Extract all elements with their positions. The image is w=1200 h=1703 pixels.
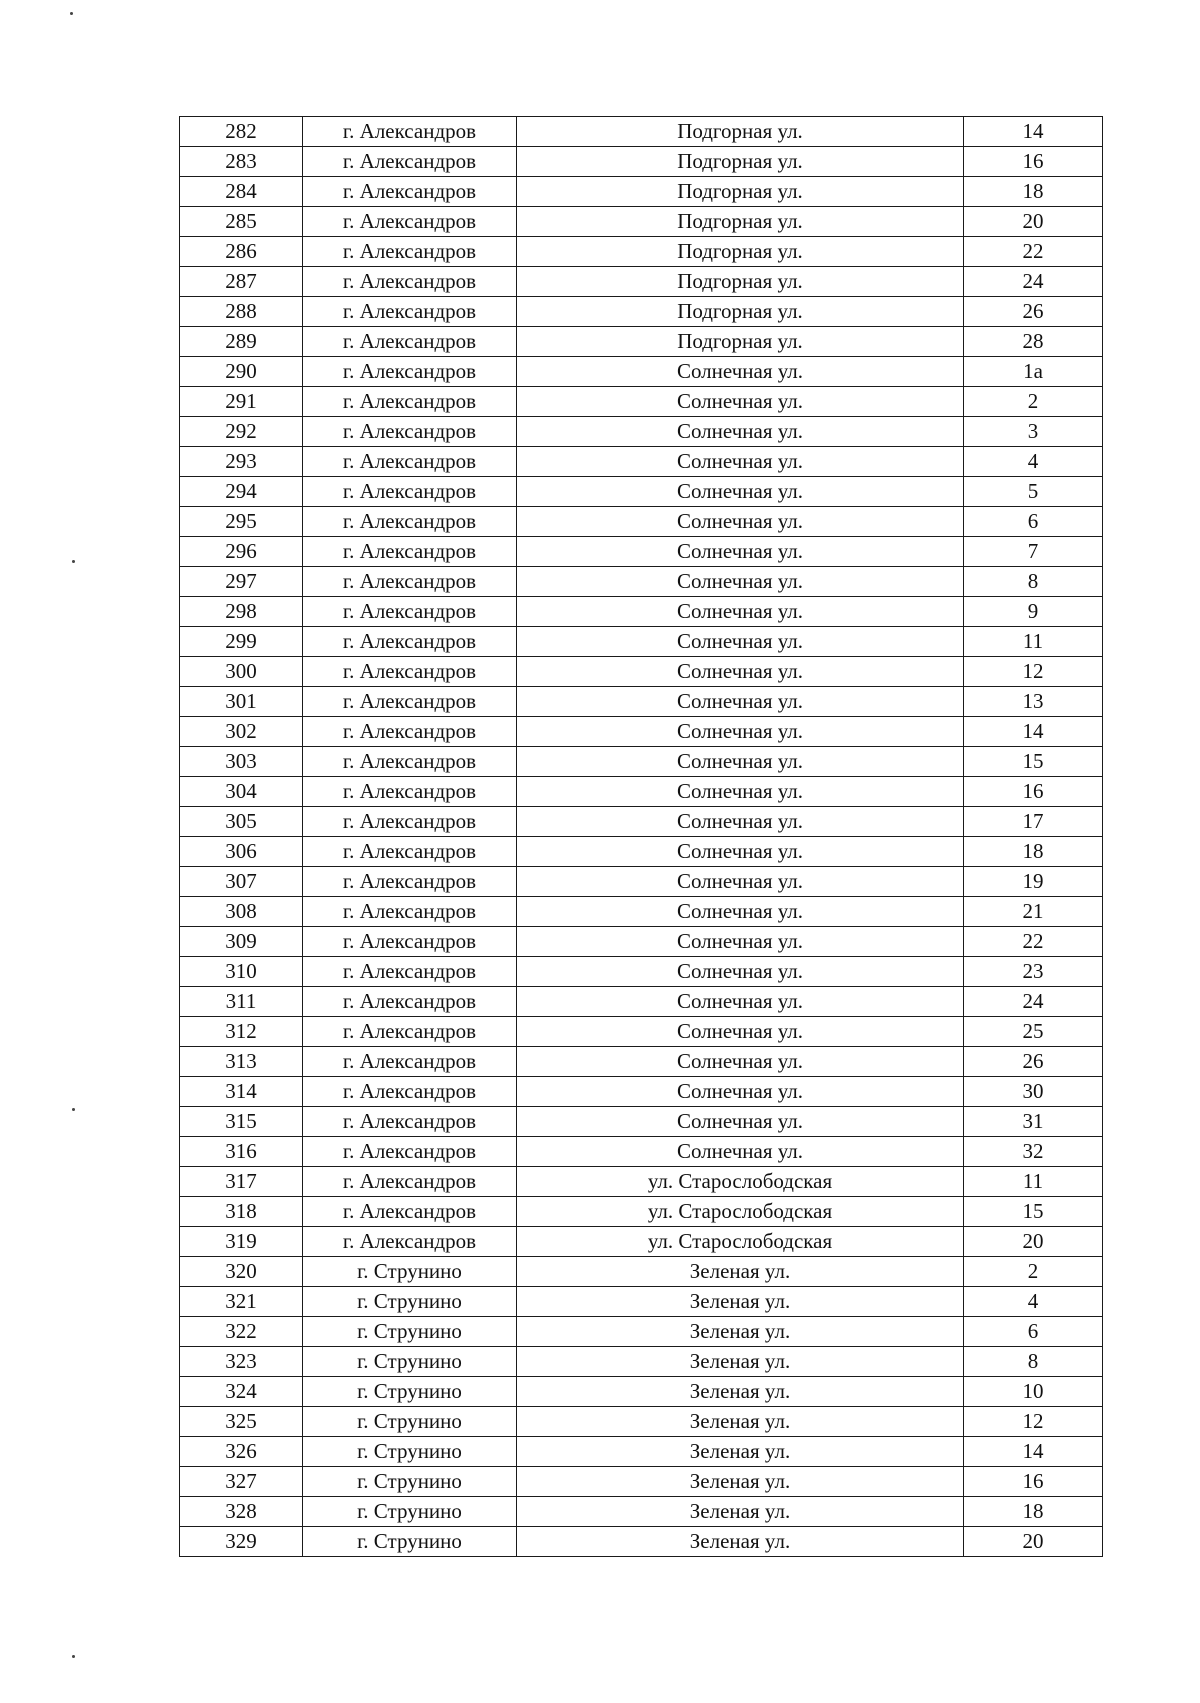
street-cell: Солнечная ул. [517, 657, 964, 687]
street-cell: Солнечная ул. [517, 747, 964, 777]
street-cell: Солнечная ул. [517, 507, 964, 537]
house-number-cell: 6 [964, 507, 1103, 537]
row-number-cell: 327 [180, 1467, 303, 1497]
house-number-cell: 5 [964, 477, 1103, 507]
city-cell: г. Александров [303, 807, 517, 837]
address-table-body [180, 117, 1103, 1557]
row-number-cell: 312 [180, 1017, 303, 1047]
row-number-cell: 318 [180, 1197, 303, 1227]
house-number-cell: 16 [964, 1467, 1103, 1497]
row-number-cell: 309 [180, 927, 303, 957]
street-cell: Солнечная ул. [517, 807, 964, 837]
city-cell: г. Александров [303, 1107, 517, 1137]
house-number-cell: 22 [964, 927, 1103, 957]
street-cell: Подгорная ул. [517, 267, 964, 297]
table-row [180, 1077, 1103, 1107]
table-row [180, 237, 1103, 267]
street-cell: Зеленая ул. [517, 1257, 964, 1287]
city-cell: г. Александров [303, 1047, 517, 1077]
house-number-cell: 26 [964, 297, 1103, 327]
scan-speckle [72, 1108, 75, 1111]
house-number-cell: 12 [964, 1407, 1103, 1437]
row-number-cell: 294 [180, 477, 303, 507]
row-number-cell: 323 [180, 1347, 303, 1377]
street-cell: Солнечная ул. [517, 837, 964, 867]
city-cell: г. Александров [303, 1167, 517, 1197]
table-row [180, 207, 1103, 237]
street-cell: ул. Старослободская [517, 1227, 964, 1257]
row-number-cell: 298 [180, 597, 303, 627]
house-number-cell: 7 [964, 537, 1103, 567]
house-number-cell: 32 [964, 1137, 1103, 1167]
row-number-cell: 308 [180, 897, 303, 927]
house-number-cell: 3 [964, 417, 1103, 447]
house-number-cell: 2 [964, 387, 1103, 417]
scan-speckle [72, 1655, 75, 1658]
scan-speckle [72, 560, 75, 563]
table-row [180, 117, 1103, 147]
table-row [180, 867, 1103, 897]
city-cell: г. Александров [303, 507, 517, 537]
street-cell: Солнечная ул. [517, 1137, 964, 1167]
table-row [180, 1167, 1103, 1197]
house-number-cell: 14 [964, 717, 1103, 747]
house-number-cell: 24 [964, 267, 1103, 297]
row-number-cell: 283 [180, 147, 303, 177]
table-row [180, 597, 1103, 627]
house-number-cell: 18 [964, 1497, 1103, 1527]
table-row [180, 927, 1103, 957]
row-number-cell: 316 [180, 1137, 303, 1167]
street-cell: ул. Старослободская [517, 1197, 964, 1227]
house-number-cell: 9 [964, 597, 1103, 627]
street-cell: Солнечная ул. [517, 537, 964, 567]
house-number-cell: 23 [964, 957, 1103, 987]
city-cell: г. Александров [303, 207, 517, 237]
table-row [180, 1527, 1103, 1557]
table-row [180, 1437, 1103, 1467]
street-cell: Солнечная ул. [517, 1077, 964, 1107]
row-number-cell: 310 [180, 957, 303, 987]
city-cell: г. Александров [303, 327, 517, 357]
house-number-cell: 26 [964, 1047, 1103, 1077]
row-number-cell: 311 [180, 987, 303, 1017]
table-row [180, 267, 1103, 297]
street-cell: Солнечная ул. [517, 777, 964, 807]
address-table [179, 116, 1103, 1557]
city-cell: г. Александров [303, 777, 517, 807]
scan-speckle [70, 12, 73, 15]
table-row [180, 177, 1103, 207]
house-number-cell: 8 [964, 1347, 1103, 1377]
row-number-cell: 321 [180, 1287, 303, 1317]
street-cell: Солнечная ул. [517, 447, 964, 477]
row-number-cell: 317 [180, 1167, 303, 1197]
table-row [180, 1497, 1103, 1527]
street-cell: Зеленая ул. [517, 1347, 964, 1377]
street-cell: ул. Старослободская [517, 1167, 964, 1197]
city-cell: г. Струнино [303, 1407, 517, 1437]
city-cell: г. Александров [303, 1137, 517, 1167]
row-number-cell: 315 [180, 1107, 303, 1137]
table-row [180, 837, 1103, 867]
street-cell: Подгорная ул. [517, 207, 964, 237]
street-cell: Подгорная ул. [517, 177, 964, 207]
row-number-cell: 303 [180, 747, 303, 777]
house-number-cell: 11 [964, 1167, 1103, 1197]
house-number-cell: 14 [964, 117, 1103, 147]
house-number-cell: 2 [964, 1257, 1103, 1287]
street-cell: Солнечная ул. [517, 417, 964, 447]
row-number-cell: 288 [180, 297, 303, 327]
city-cell: г. Александров [303, 297, 517, 327]
table-row [180, 897, 1103, 927]
table-row [180, 1017, 1103, 1047]
city-cell: г. Александров [303, 147, 517, 177]
street-cell: Зеленая ул. [517, 1377, 964, 1407]
city-cell: г. Струнино [303, 1527, 517, 1557]
house-number-cell: 11 [964, 627, 1103, 657]
row-number-cell: 313 [180, 1047, 303, 1077]
street-cell: Солнечная ул. [517, 1047, 964, 1077]
city-cell: г. Александров [303, 1227, 517, 1257]
house-number-cell: 30 [964, 1077, 1103, 1107]
row-number-cell: 326 [180, 1437, 303, 1467]
city-cell: г. Александров [303, 927, 517, 957]
city-cell: г. Александров [303, 1197, 517, 1227]
street-cell: Солнечная ул. [517, 477, 964, 507]
table-row [180, 477, 1103, 507]
street-cell: Солнечная ул. [517, 957, 964, 987]
street-cell: Солнечная ул. [517, 627, 964, 657]
house-number-cell: 4 [964, 1287, 1103, 1317]
house-number-cell: 16 [964, 147, 1103, 177]
city-cell: г. Александров [303, 537, 517, 567]
street-cell: Подгорная ул. [517, 327, 964, 357]
street-cell: Солнечная ул. [517, 1107, 964, 1137]
table-row [180, 657, 1103, 687]
house-number-cell: 31 [964, 1107, 1103, 1137]
table-row [180, 1137, 1103, 1167]
city-cell: г. Александров [303, 177, 517, 207]
table-row [180, 357, 1103, 387]
house-number-cell: 15 [964, 747, 1103, 777]
house-number-cell: 22 [964, 237, 1103, 267]
city-cell: г. Александров [303, 747, 517, 777]
house-number-cell: 13 [964, 687, 1103, 717]
table-row [180, 1347, 1103, 1377]
city-cell: г. Струнино [303, 1467, 517, 1497]
table-row [180, 1467, 1103, 1497]
row-number-cell: 291 [180, 387, 303, 417]
row-number-cell: 296 [180, 537, 303, 567]
city-cell: г. Струнино [303, 1257, 517, 1287]
table-row [180, 1407, 1103, 1437]
street-cell: Зеленая ул. [517, 1527, 964, 1557]
house-number-cell: 17 [964, 807, 1103, 837]
street-cell: Солнечная ул. [517, 597, 964, 627]
city-cell: г. Струнино [303, 1437, 517, 1467]
row-number-cell: 305 [180, 807, 303, 837]
city-cell: г. Александров [303, 597, 517, 627]
street-cell: Подгорная ул. [517, 117, 964, 147]
table-row [180, 417, 1103, 447]
house-number-cell: 1а [964, 357, 1103, 387]
house-number-cell: 8 [964, 567, 1103, 597]
house-number-cell: 12 [964, 657, 1103, 687]
city-cell: г. Александров [303, 447, 517, 477]
house-number-cell: 18 [964, 177, 1103, 207]
table-row [180, 297, 1103, 327]
house-number-cell: 18 [964, 837, 1103, 867]
table-row [180, 627, 1103, 657]
city-cell: г. Александров [303, 357, 517, 387]
street-cell: Солнечная ул. [517, 927, 964, 957]
row-number-cell: 295 [180, 507, 303, 537]
table-row [180, 687, 1103, 717]
street-cell: Подгорная ул. [517, 297, 964, 327]
street-cell: Солнечная ул. [517, 357, 964, 387]
house-number-cell: 10 [964, 1377, 1103, 1407]
city-cell: г. Александров [303, 657, 517, 687]
table-row [180, 1317, 1103, 1347]
row-number-cell: 304 [180, 777, 303, 807]
row-number-cell: 328 [180, 1497, 303, 1527]
table-row [180, 1107, 1103, 1137]
row-number-cell: 322 [180, 1317, 303, 1347]
city-cell: г. Александров [303, 627, 517, 657]
table-row [180, 717, 1103, 747]
table-row [180, 567, 1103, 597]
row-number-cell: 284 [180, 177, 303, 207]
row-number-cell: 329 [180, 1527, 303, 1557]
street-cell: Зеленая ул. [517, 1287, 964, 1317]
city-cell: г. Александров [303, 1017, 517, 1047]
table-row [180, 1257, 1103, 1287]
row-number-cell: 325 [180, 1407, 303, 1437]
street-cell: Зеленая ул. [517, 1497, 964, 1527]
table-row [180, 147, 1103, 177]
street-cell: Солнечная ул. [517, 387, 964, 417]
city-cell: г. Александров [303, 957, 517, 987]
table-row [180, 1047, 1103, 1077]
city-cell: г. Александров [303, 417, 517, 447]
table-row [180, 447, 1103, 477]
row-number-cell: 289 [180, 327, 303, 357]
street-cell: Солнечная ул. [517, 1017, 964, 1047]
city-cell: г. Александров [303, 717, 517, 747]
city-cell: г. Александров [303, 237, 517, 267]
row-number-cell: 306 [180, 837, 303, 867]
city-cell: г. Александров [303, 387, 517, 417]
street-cell: Зеленая ул. [517, 1437, 964, 1467]
city-cell: г. Александров [303, 567, 517, 597]
house-number-cell: 24 [964, 987, 1103, 1017]
row-number-cell: 307 [180, 867, 303, 897]
house-number-cell: 19 [964, 867, 1103, 897]
street-cell: Зеленая ул. [517, 1407, 964, 1437]
street-cell: Солнечная ул. [517, 987, 964, 1017]
street-cell: Подгорная ул. [517, 147, 964, 177]
table-row [180, 1377, 1103, 1407]
street-cell: Солнечная ул. [517, 567, 964, 597]
row-number-cell: 297 [180, 567, 303, 597]
street-cell: Солнечная ул. [517, 867, 964, 897]
street-cell: Зеленая ул. [517, 1317, 964, 1347]
house-number-cell: 15 [964, 1197, 1103, 1227]
table-row [180, 1287, 1103, 1317]
table-row [180, 987, 1103, 1017]
table-row [180, 1197, 1103, 1227]
city-cell: г. Струнино [303, 1497, 517, 1527]
table-row [180, 777, 1103, 807]
row-number-cell: 282 [180, 117, 303, 147]
city-cell: г. Струнино [303, 1317, 517, 1347]
row-number-cell: 293 [180, 447, 303, 477]
city-cell: г. Струнино [303, 1287, 517, 1317]
street-cell: Подгорная ул. [517, 237, 964, 267]
row-number-cell: 286 [180, 237, 303, 267]
city-cell: г. Александров [303, 477, 517, 507]
row-number-cell: 285 [180, 207, 303, 237]
row-number-cell: 320 [180, 1257, 303, 1287]
row-number-cell: 300 [180, 657, 303, 687]
house-number-cell: 21 [964, 897, 1103, 927]
house-number-cell: 4 [964, 447, 1103, 477]
city-cell: г. Александров [303, 837, 517, 867]
table-row [180, 327, 1103, 357]
city-cell: г. Струнино [303, 1347, 517, 1377]
street-cell: Солнечная ул. [517, 717, 964, 747]
row-number-cell: 314 [180, 1077, 303, 1107]
table-row [180, 507, 1103, 537]
row-number-cell: 299 [180, 627, 303, 657]
house-number-cell: 20 [964, 1527, 1103, 1557]
city-cell: г. Александров [303, 687, 517, 717]
street-cell: Солнечная ул. [517, 897, 964, 927]
row-number-cell: 292 [180, 417, 303, 447]
house-number-cell: 20 [964, 1227, 1103, 1257]
house-number-cell: 25 [964, 1017, 1103, 1047]
street-cell: Зеленая ул. [517, 1467, 964, 1497]
city-cell: г. Александров [303, 867, 517, 897]
house-number-cell: 14 [964, 1437, 1103, 1467]
city-cell: г. Александров [303, 267, 517, 297]
city-cell: г. Александров [303, 117, 517, 147]
row-number-cell: 301 [180, 687, 303, 717]
street-cell: Солнечная ул. [517, 687, 964, 717]
row-number-cell: 287 [180, 267, 303, 297]
table-row [180, 957, 1103, 987]
house-number-cell: 20 [964, 207, 1103, 237]
city-cell: г. Александров [303, 897, 517, 927]
city-cell: г. Александров [303, 987, 517, 1017]
house-number-cell: 6 [964, 1317, 1103, 1347]
house-number-cell: 16 [964, 777, 1103, 807]
table-row [180, 1227, 1103, 1257]
row-number-cell: 324 [180, 1377, 303, 1407]
row-number-cell: 302 [180, 717, 303, 747]
table-row [180, 747, 1103, 777]
row-number-cell: 319 [180, 1227, 303, 1257]
table-row [180, 807, 1103, 837]
house-number-cell: 28 [964, 327, 1103, 357]
table-row [180, 537, 1103, 567]
city-cell: г. Струнино [303, 1377, 517, 1407]
city-cell: г. Александров [303, 1077, 517, 1107]
row-number-cell: 290 [180, 357, 303, 387]
table-row [180, 387, 1103, 417]
